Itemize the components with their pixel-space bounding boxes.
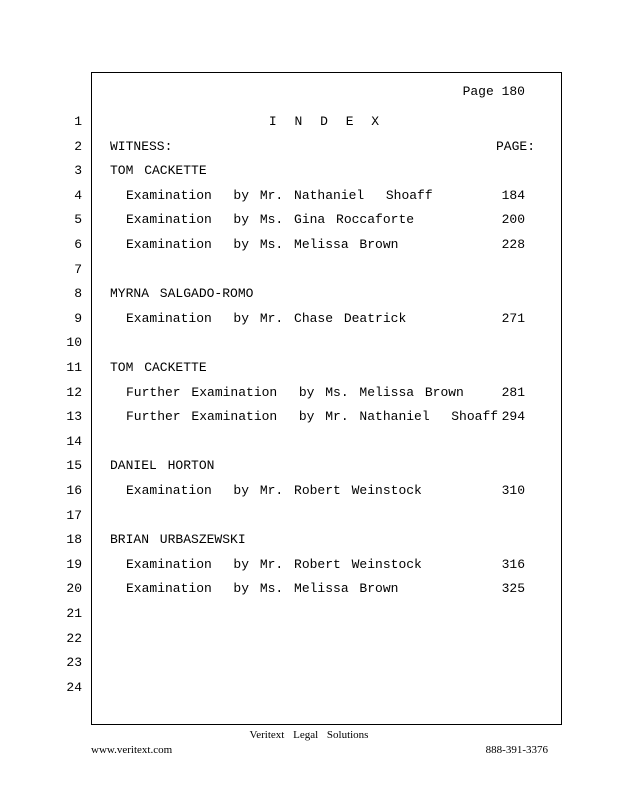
index-title: I N D E X — [268, 114, 385, 129]
line-number: 2 — [74, 138, 82, 154]
line-number: 10 — [66, 335, 82, 351]
line-number: 11 — [66, 360, 82, 375]
footer-phone: 888-391-3376 — [485, 744, 548, 756]
line-number: 16 — [66, 483, 82, 498]
examination-entry: Further Examination by Ms. Melissa Brown — [126, 384, 464, 400]
examination-entry: Examination by Ms. Melissa Brown — [126, 237, 399, 252]
line-number: 22 — [66, 630, 82, 646]
entry-page-number: 281 — [501, 384, 525, 400]
entry-page-number: 271 — [501, 310, 525, 326]
footer-website: www.veritext.com — [91, 744, 173, 756]
page-header: PAGE: — [495, 139, 535, 154]
examination-entry: Examination by Mr. Robert Weinstock — [126, 483, 422, 498]
line-number: 8 — [74, 286, 82, 302]
line-number: 14 — [66, 433, 82, 449]
examination-entry: Examination by Mr. Chase Deatrick — [126, 310, 407, 326]
line-number: 9 — [74, 310, 82, 326]
entry-page-number: 325 — [501, 581, 525, 597]
entry-page-number: 310 — [501, 483, 525, 498]
line-number: 7 — [74, 261, 82, 277]
entry-page-number: 184 — [501, 187, 525, 203]
entry-page-number: 228 — [501, 237, 525, 252]
line-number: 19 — [66, 556, 82, 572]
examination-entry: Examination by Ms. Gina Roccaforte — [126, 212, 415, 228]
line-number: 5 — [74, 212, 82, 228]
line-number: 17 — [66, 507, 82, 523]
page-number: Page 180 — [462, 84, 525, 99]
examination-entry: Examination by Mr. Robert Weinstock — [126, 556, 422, 572]
examination-entry: Examination by Mr. Nathaniel Shoaff — [126, 187, 433, 203]
witness-name: BRIAN URBASZEWSKI — [110, 532, 246, 548]
line-number: 21 — [66, 606, 82, 621]
entry-page-number: 316 — [501, 556, 525, 572]
line-number: 4 — [74, 187, 82, 203]
line-number: 18 — [66, 532, 82, 548]
line-number: 3 — [74, 163, 82, 179]
witness-name: DANIEL HORTON — [110, 458, 215, 474]
line-number: 1 — [74, 114, 82, 129]
entry-page-number: 200 — [501, 212, 525, 228]
witness-name: TOM CACKETTE — [110, 163, 207, 179]
witness-name: TOM CACKETTE — [110, 360, 207, 375]
entry-page-number: 294 — [501, 409, 525, 425]
witness-name: MYRNA SALGADO-ROMO — [110, 286, 254, 302]
witness-header: WITNESS: — [110, 139, 173, 154]
line-number: 12 — [66, 384, 82, 400]
line-number: 24 — [66, 679, 82, 695]
examination-entry: Examination by Ms. Melissa Brown — [126, 581, 399, 597]
footer-company: Veritext Legal Solutions — [249, 729, 369, 741]
examination-entry: Further Examination by Mr. Nathaniel Shoaff — [126, 409, 499, 425]
line-number: 15 — [66, 458, 82, 474]
line-number: 23 — [66, 655, 82, 671]
line-number: 20 — [66, 581, 82, 597]
line-number: 13 — [66, 409, 82, 425]
line-number: 6 — [74, 237, 82, 252]
